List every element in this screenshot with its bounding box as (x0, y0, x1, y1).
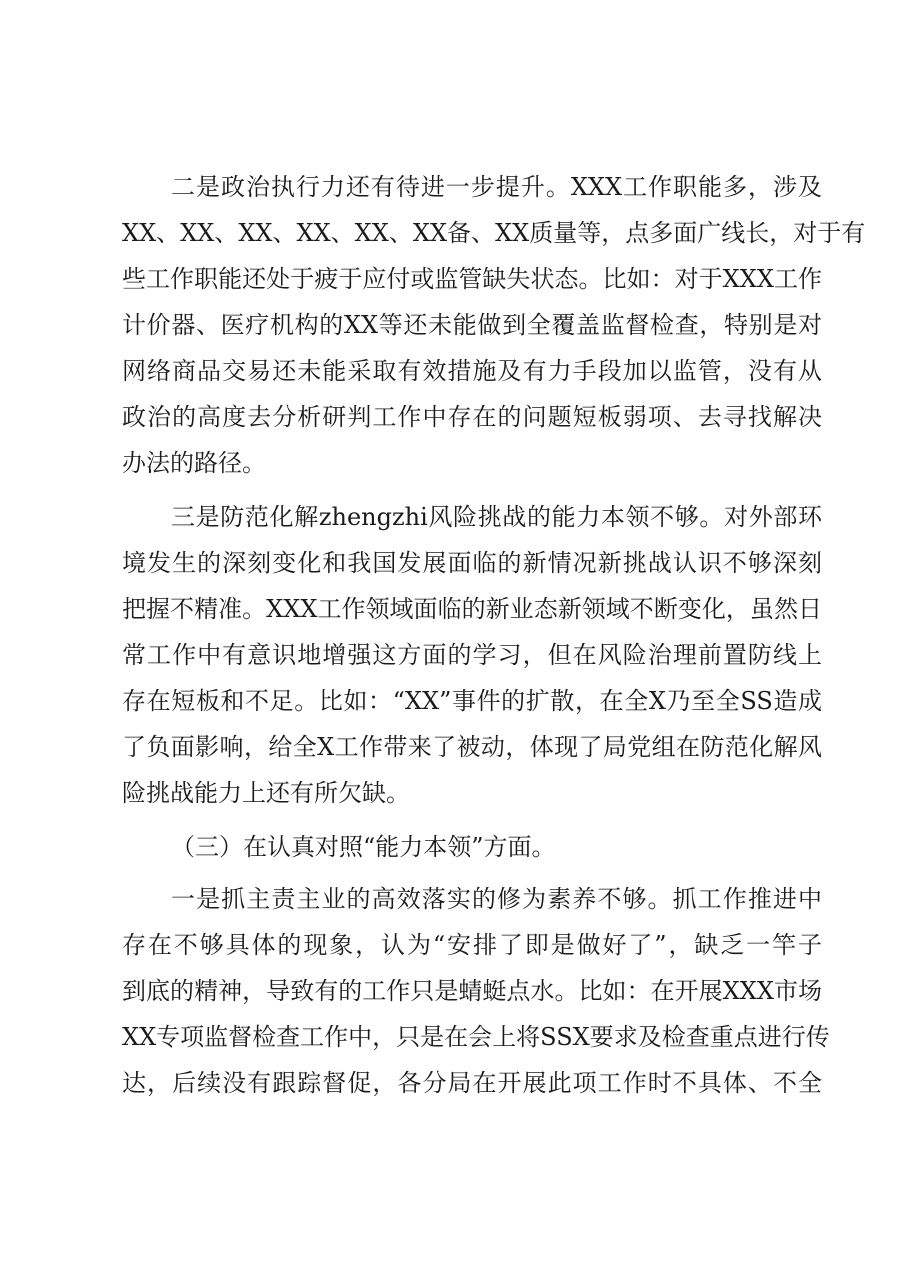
paragraph-line: 三是防范化解zhengzhi风险挑战的能力本领不够。对外部环 (171, 503, 822, 531)
paragraph-line: 了负面影响，给全X工作带来了被动，体现了局党组在防范化解风 (122, 733, 822, 761)
paragraph-line: 达，后续没有跟踪督促，各分局在开展此项工作时不具体、不全 (122, 1069, 822, 1097)
paragraph-line: XX、XX、XX、XX、XX、XX备、XX质量等，点多面广线长，对于有 (122, 219, 866, 247)
paragraph-line: 存在不够具体的现象，认为“安排了即是做好了”，缺乏一竿子 (122, 931, 822, 959)
section-heading: （三）在认真对照“能力本领”方面。 (171, 833, 556, 861)
paragraph-line: 计价器、医疗机构的XX等还未能做到全覆盖监督检查，特别是对 (122, 311, 822, 339)
paragraph-line: XX专项监督检查工作中，只是在会上将SSX要求及检查重点进行传 (122, 1023, 830, 1051)
paragraph-line: 些工作职能还处于疲于应付或监管缺失状态。比如：对于XXX工作 (122, 265, 822, 293)
paragraph-line: 险挑战能力上还有所欠缺。 (122, 779, 410, 807)
paragraph-line: 二是政治执行力还有待进一步提升。XXX工作职能多，涉及 (171, 173, 822, 201)
paragraph-line: 存在短板和不足。比如：“XX”事件的扩散，在全X乃至全SS造成 (122, 687, 822, 715)
paragraph-line: 把握不精准。XXX工作领域面临的新业态新领域不断变化，虽然日 (122, 595, 822, 623)
paragraph-line: 常工作中有意识地增强这方面的学习，但在风险治理前置防线上 (122, 641, 822, 669)
paragraph-line: 境发生的深刻变化和我国发展面临的新情况新挑战认识不够深刻 (122, 549, 822, 577)
paragraph-line: 到底的精神，导致有的工作只是蜻蜓点水。比如：在开展XXX市场 (122, 977, 822, 1005)
paragraph-line: 政治的高度去分析研判工作中存在的问题短板弱项、去寻找解决 (122, 403, 822, 431)
paragraph-line: 办法的路径。 (122, 449, 266, 477)
paragraph-line: 网络商品交易还未能采取有效措施及有力手段加以监管，没有从 (122, 357, 822, 385)
paragraph-line: 一是抓主责主业的高效落实的修为素养不够。抓工作推进中 (171, 885, 822, 913)
